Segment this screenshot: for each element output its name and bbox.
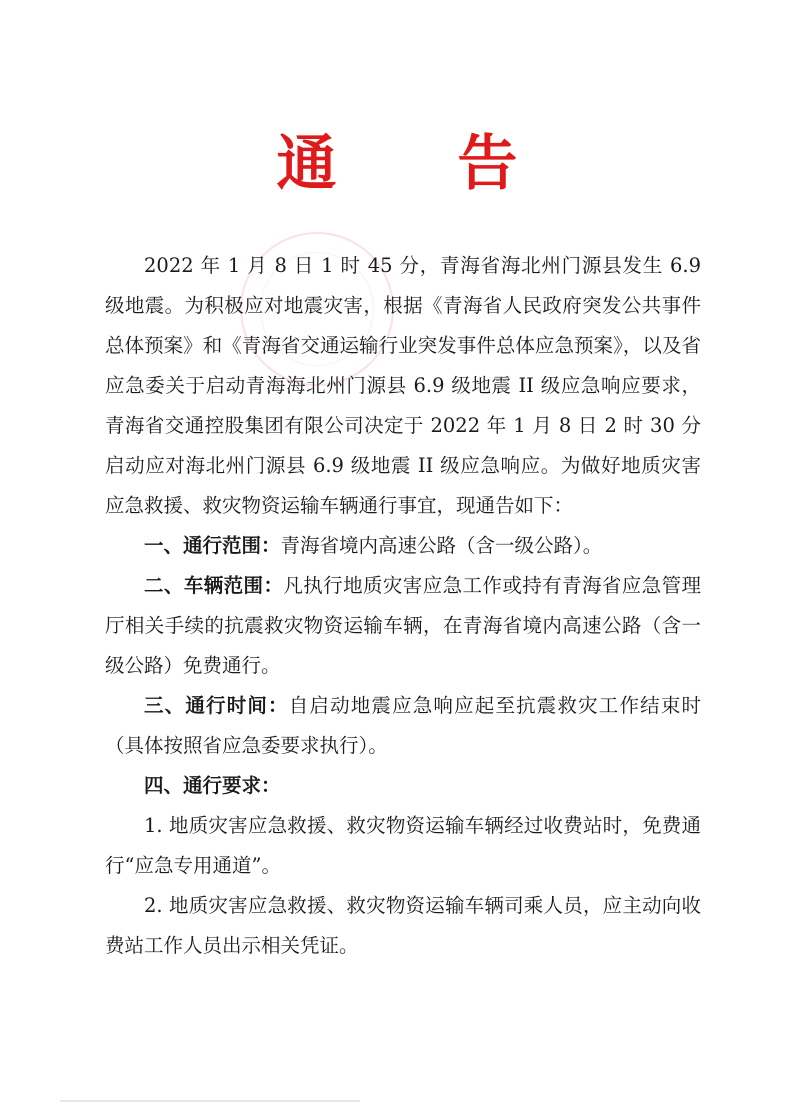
page-edge-mark	[60, 1100, 360, 1102]
section-requirements	[105, 766, 701, 806]
document-title: 通 告	[276, 129, 568, 199]
section-vehicles-label: 二、车辆范围：	[144, 574, 284, 597]
section-requirements-label: 四、通行要求：	[144, 774, 281, 797]
section-scope-label: 一、通行范围：	[144, 534, 281, 557]
section-scope-text: 青海省境内高速公路（含一级公路）。	[280, 534, 603, 557]
requirement-item-1: 1. 地质灾害应急救援、救灾物资运输车辆经过收费站时，免费通行“应急专用通道”。	[105, 814, 701, 877]
requirement-item-2: 2. 地质灾害应急救援、救灾物资运输车辆司乘人员，应主动向收费站工作人员出示相关凭证。	[105, 894, 701, 957]
section-vehicles	[105, 566, 701, 686]
section-time-label: 三、通行时间：	[144, 694, 289, 717]
section-time-text: 自启动地震应急响应起至抗震救灾工作结束时（具体按照省应急委要求执行）。	[105, 694, 701, 757]
section-time	[105, 686, 701, 766]
section-scope	[105, 526, 701, 566]
section-vehicles-text: 凡执行地质灾害应急工作或持有青海省应急管理厅相关手续的抗震救灾物资运输车辆，在青海省境内高速公路（含一级公路）免费通行。	[105, 574, 701, 677]
document-body	[105, 246, 701, 966]
intro-paragraph: 2022 年 1 月 8 日 1 时 45 分，青海省海北州门源县发生 6.9 级地震。为积极应对地震灾害，根据《青海省人民政府突发公共事件总体预案》和《青海省交通运输行业突发事件总体应急预案》，以及省应急委关于启动青海海北州门源县 6.9 级地震 II 级应急响应要求，青海省交通控股集团有限公司决定于 2022 年 1 月 8 日 2 时 30 分启动应对海北州门源县 6.9 级地震 II 级应急响应。为做好地质灾害应急救援、救灾物资运输车辆通行事宜，现通告如下：	[105, 254, 701, 517]
